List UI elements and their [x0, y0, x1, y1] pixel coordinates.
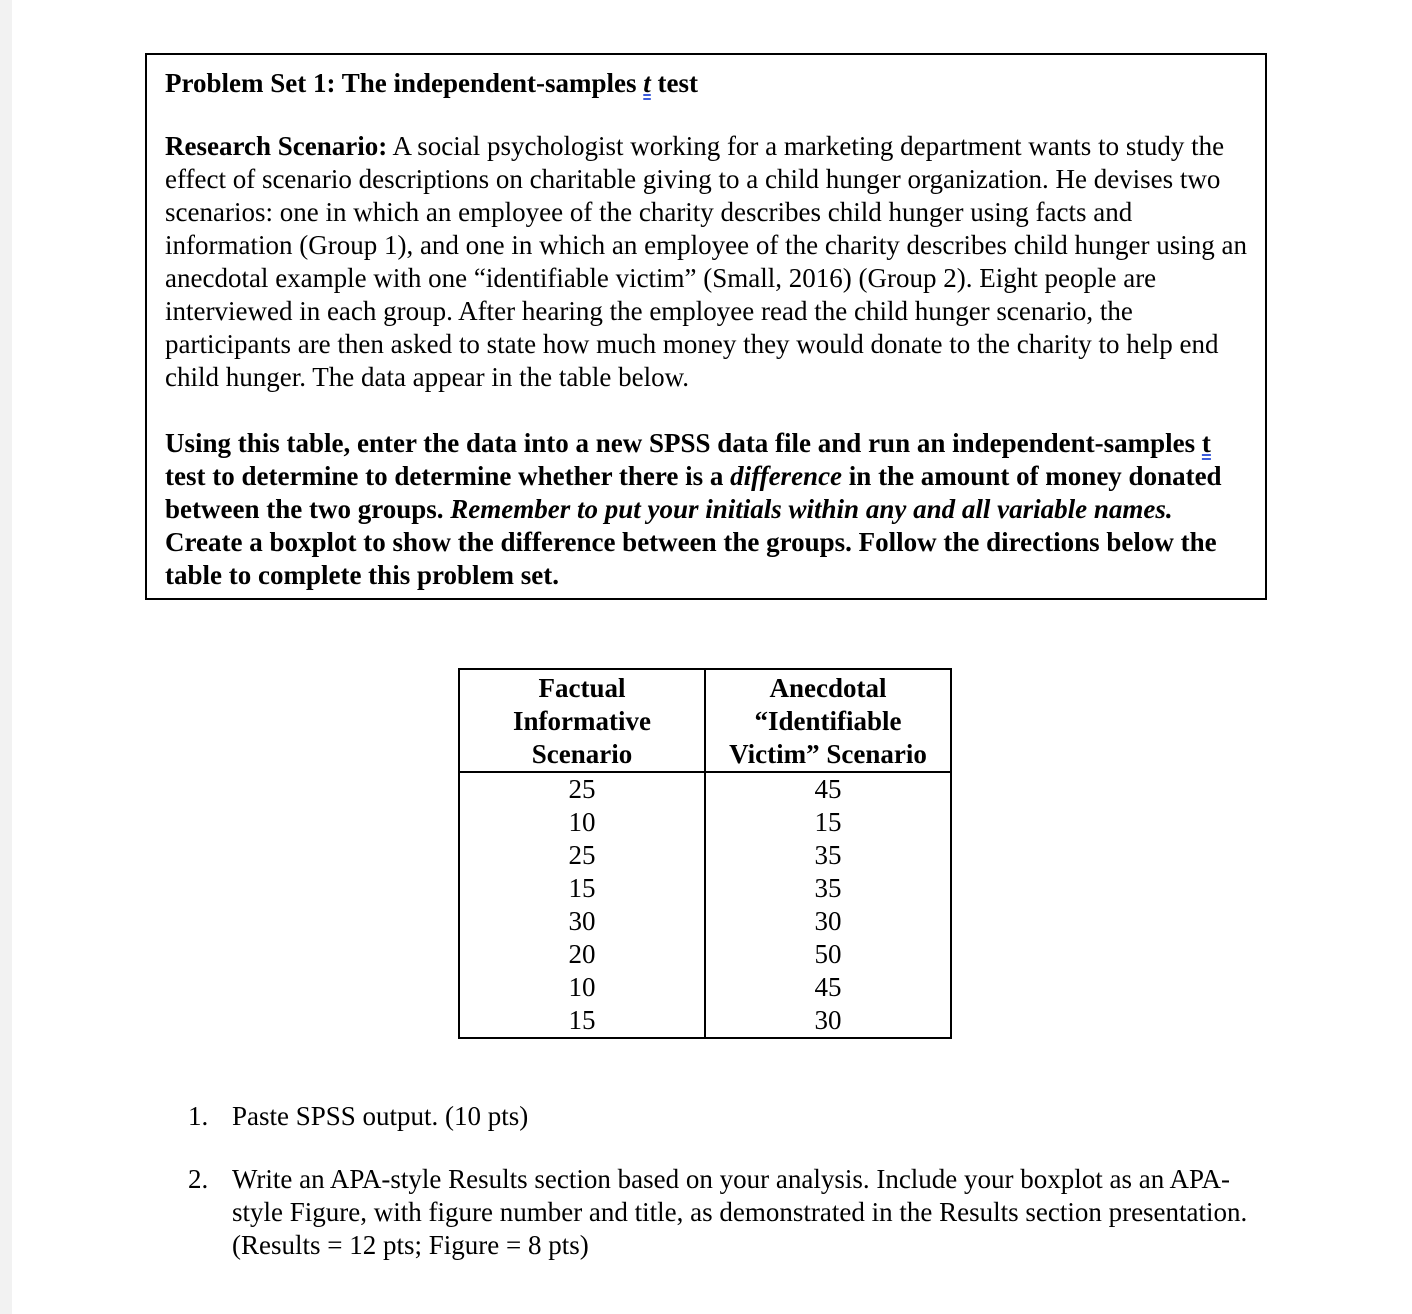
- questions-list: [188, 1100, 1248, 1292]
- cell-factual: 10: [459, 806, 705, 839]
- problem-box-content: [165, 67, 1250, 592]
- header-anecdotal-line3: Victim” Scenario: [729, 739, 927, 769]
- cell-factual: 20: [459, 938, 705, 971]
- header-factual-line1: Factual: [538, 673, 626, 703]
- data-table: [458, 668, 952, 1039]
- instr-part-a: Using this table, enter the data into a new SPSS data file and run an independent-samples: [165, 428, 1202, 458]
- title-text-end: test: [650, 68, 699, 98]
- question-item: [188, 1163, 1248, 1262]
- cell-factual: 25: [459, 839, 705, 872]
- instr-part-c: in the amount of money donated between the two groups.: [165, 461, 1222, 524]
- header-factual-line3: Scenario: [531, 739, 633, 769]
- instructions-paragraph: [165, 427, 1250, 592]
- table-row: [459, 872, 951, 905]
- table-row: [459, 971, 951, 1004]
- question-text: Paste SPSS output. (10 pts): [232, 1101, 529, 1131]
- cell-factual: 30: [459, 905, 705, 938]
- instr-difference: difference: [730, 461, 843, 491]
- question-item: [188, 1100, 1248, 1133]
- cell-anecdotal: 30: [705, 905, 951, 938]
- table-row: [459, 839, 951, 872]
- cell-anecdotal: 45: [705, 971, 951, 1004]
- header-factual: [459, 669, 705, 772]
- table-row: [459, 772, 951, 806]
- cell-anecdotal: 50: [705, 938, 951, 971]
- scenario-label: Research Scenario:: [165, 131, 388, 161]
- table-row: [459, 938, 951, 971]
- table-header-row: [459, 669, 951, 772]
- header-anecdotal-line2: “Identifiable: [754, 706, 902, 736]
- table-row: [459, 806, 951, 839]
- title-t-italic: t: [643, 68, 651, 98]
- cell-factual: 15: [459, 1004, 705, 1038]
- cell-anecdotal: 15: [705, 806, 951, 839]
- cell-factual: 15: [459, 872, 705, 905]
- instr-part-d: Create a boxplot to show the difference between the groups. Follow the directions below the table to complete this problem set.: [165, 527, 1217, 590]
- header-anecdotal-line1: Anecdotal: [769, 673, 887, 703]
- scenario-text: A social psychologist working for a marketing department wants to study the effect of scenario descriptions on charitable giving to a child hunger organization. He devises two scenarios: one in which an employee of the charity describes child hunger using facts and information (Group 1), and one in which an employee of the charity describes child hunger using an anecdotal example with one “identifiable victim” (Small, 2016) (Group 2). Eight people are interviewed in each group. After hearing the employee read the child hunger scenario, the participants are then asked to state how much money they would donate to the charity to help end child hunger. The data appear in the table below.: [165, 131, 1247, 392]
- cell-factual: 25: [459, 772, 705, 806]
- cell-anecdotal: 30: [705, 1004, 951, 1038]
- document-page: [12, 0, 1412, 1314]
- research-scenario-paragraph: [165, 130, 1250, 394]
- table-row: [459, 905, 951, 938]
- instr-remember: Remember to put your initials within any and all variable names.: [450, 494, 1173, 524]
- problem-title: [165, 67, 1250, 100]
- cell-factual: 10: [459, 971, 705, 1004]
- cell-anecdotal: 35: [705, 872, 951, 905]
- header-factual-line2: Informative: [513, 706, 651, 736]
- question-number: 1.: [188, 1101, 209, 1131]
- instr-t: t: [1201, 428, 1211, 458]
- header-anecdotal: [705, 669, 951, 772]
- cell-anecdotal: 35: [705, 839, 951, 872]
- problem-box: [145, 53, 1267, 600]
- table-row: [459, 1004, 951, 1038]
- question-number: 2.: [188, 1164, 209, 1194]
- instr-part-b: test to determine to determine whether there is a: [165, 461, 731, 491]
- title-text: Problem Set 1: The independent-samples: [165, 68, 644, 98]
- cell-anecdotal: 45: [705, 772, 951, 806]
- question-text: Write an APA-style Results section based on your analysis. Include your boxplot as an APA-style Figure, with figure number and title, as demonstrated in the Results section presentation. (Results = 12 pts; Figure = 8 pts): [232, 1164, 1248, 1260]
